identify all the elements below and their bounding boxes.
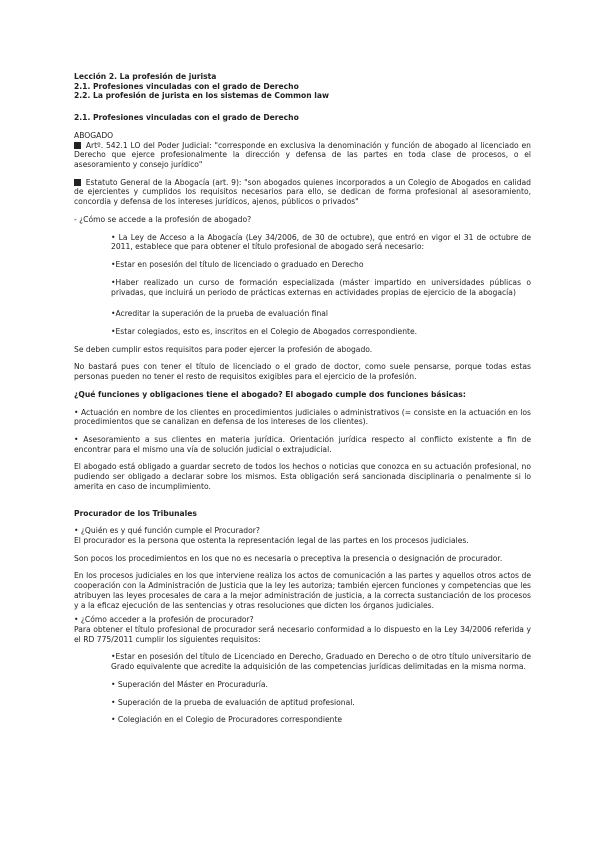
funcion-asesoramiento: • Asesoramiento a sus clientes en materia jurídica. Orientación jurídica respecto al conflicto existente a fin de encontrar para el mismo una vía de solución judicial o extrajudicial.	[74, 434, 531, 454]
requisitos-paragraph: Se deben cumplir estos requisitos para poder ejercer la profesión de abogado.	[74, 344, 373, 354]
article-542-paragraph: Artº. 542.1 LO del Poder Judicial: "corresponde en exclusiva la denominación y función de abogado al licenciado en Derecho que ejerce profesionalmente la dirección y defensa de las partes en toda clase de procesos, o el asesoramiento y consejo jurídico"	[74, 140, 531, 170]
procurador-acceder-answer: Para obtener el título profesional de procurador será necesario conformidad a lo dispuesto en la Ley 34/2006 referida y el RD 775/2011 cumplir los siguientes requisitos:	[74, 625, 531, 644]
procurador-procesos-paragraph: En los procesos judiciales en los que interviene realiza los actos de comunicación a las partes y aquellos otros actos de cooperación con la Administración de Justicia que la ley les autoriza; también ejercen funciones y competencias que les atribuyen las leyes procesales de cara a la mejor administración de justicia, a la correcta sustanciación de los procesos y a la eficaz ejecución de las sentencias y otras resoluciones que dicten los órganos judiciales.	[74, 571, 531, 610]
document-page	[74, 72, 531, 725]
procurador-quien-answer: El procurador es la persona que ostenta la representación legal de las partes en los procesos judiciales.	[74, 536, 469, 545]
acceso-question: - ¿Cómo se accede a la profesión de abogado?	[74, 214, 252, 224]
secreto-paragraph: El abogado está obligado a guardar secreto de todos los hechos o noticias que conozca en su actuación profesional, no pudiendo ser obligado a declarar sobre los mismos. Esta obligación será sancionada disciplinaria o penalmente si lo amerita en caso de incumplimiento.	[74, 462, 531, 491]
acceso-item-curso: •Haber realizado un curso de formación especializada (máster impartido en universidades públicas o privadas, que incluirá un periodo de prácticas externas en actividades propias de ejercicio de la abogacía)	[111, 277, 531, 297]
procurador-req-colegiacion: • Colegiación en el Colegio de Procuradores correspondiente	[111, 715, 343, 725]
abogado-title: ABOGADO	[74, 130, 114, 140]
procurador-pocos-paragraph: Son pocos los procedimientos en los que no es necesaria o preceptiva la presencia o designación de procurador.	[74, 553, 503, 563]
procurador-req-titulo: •Estar en posesión del título de Licenciado en Derecho, Graduado en Derecho o de otro título universitario de Grado equivalente que acredite la adquisición de las competencias jurídicas delimitadas en la misma norma.	[111, 652, 531, 672]
square-bullet-icon	[74, 179, 81, 186]
acceso-item-prueba: •Acreditar la superación de la prueba de evaluación final	[111, 309, 329, 319]
funcion-actuacion: • Actuación en nombre de los clientes en procedimientos judiciales o administrativos (= consiste en la actuación en los procedimientos que se canalizan en defensa de los intereses de los clientes).	[74, 407, 531, 427]
acceso-item-titulo: •Estar en posesión del título de licenciado o graduado en Derecho	[111, 260, 364, 270]
procurador-acceder-question: • ¿Cómo acceder a la profesión de procurador?	[74, 615, 254, 625]
procurador-heading: Procurador de los Tribunales	[74, 508, 197, 518]
funciones-question: ¿Qué funciones y obligaciones tiene el abogado? El abogado cumple dos funciones básicas:	[74, 389, 466, 399]
square-bullet-icon	[74, 142, 81, 149]
estatuto-paragraph: Estatuto General de la Abogacía (art. 9): "son abogados quienes incorporados a un Colegio de Abogados en calidad de ejercientes y cumplidos los requisitos necesarios para ello, se dedican de forma profesional al asesoramiento, concordia y defensa de los intereses jurídicos, ajenos, públicos o privados"	[74, 177, 532, 207]
procurador-req-master: • Superación del Máster en Procuraduría.	[111, 679, 268, 689]
procurador-quien-question: • ¿Quién es y qué función cumple el Procurador?	[74, 526, 260, 536]
no-bastara-paragraph: No bastará pues con tener el título de licenciado o el grado de doctor, como suele pensarse, porque todas estas personas pueden no tener el resto de requisitos exigibles para el ejercicio de la profesión.	[74, 362, 531, 382]
toc-item-1: 2.1. Profesiones vinculadas con el grado de Derecho	[74, 81, 299, 91]
section-heading-2-1: 2.1. Profesiones vinculadas con el grado de Derecho	[74, 113, 299, 123]
acceso-item-colegiados: •Estar colegiados, esto es, inscritos en el Colegio de Abogados correspondiente.	[111, 326, 418, 336]
procurador-req-prueba: • Superación de la prueba de evaluación de aptitud profesional.	[111, 697, 355, 707]
acceso-item-ley: • La Ley de Acceso a la Abogacía (Ley 34/2006, de 30 de octubre), que entró en vigor el 31 de octubre de 2011, establece que para obtener el título profesional de abogado será necesario:	[111, 232, 531, 252]
lesson-title: Lección 2. La profesión de jurista	[74, 72, 217, 81]
toc-item-2: 2.2. La profesión de jurista en los sistemas de Common law	[74, 91, 329, 101]
